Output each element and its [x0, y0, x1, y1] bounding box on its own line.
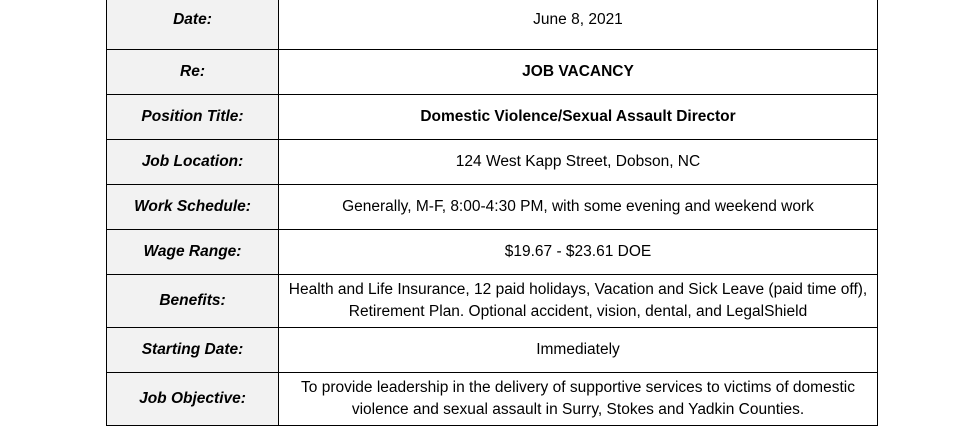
starting-date-label: Starting Date:	[107, 328, 279, 373]
position-title-value: Domestic Violence/Sexual Assault Director	[279, 95, 878, 140]
table-row-wage-range	[107, 230, 878, 275]
table-row-starting-date	[107, 328, 878, 373]
wage-range-label: Wage Range:	[107, 230, 279, 275]
job-objective-value: To provide leadership in the delivery of supportive services to victims of domestic violence and sexual assault in Surry, Stokes and Yadkin Counties.	[279, 373, 878, 426]
re-label: Re:	[107, 50, 279, 95]
work-schedule-value: Generally, M-F, 8:00-4:30 PM, with some evening and weekend work	[279, 185, 878, 230]
table-row-position-title	[107, 95, 878, 140]
date-value: June 8, 2021	[279, 0, 878, 50]
table-row-job-objective	[107, 373, 878, 426]
job-vacancy-table	[106, 0, 878, 426]
wage-range-value: $19.67 - $23.61 DOE	[279, 230, 878, 275]
job-objective-label: Job Objective:	[107, 373, 279, 426]
starting-date-value: Immediately	[279, 328, 878, 373]
position-title-label: Position Title:	[107, 95, 279, 140]
work-schedule-label: Work Schedule:	[107, 185, 279, 230]
job-vacancy-sheet	[106, 0, 878, 426]
benefits-value: Health and Life Insurance, 12 paid holidays, Vacation and Sick Leave (paid time off), Retirement Plan. Optional accident, vision, dental, and LegalShield	[279, 275, 878, 328]
benefits-label: Benefits:	[107, 275, 279, 328]
table-row-work-schedule	[107, 185, 878, 230]
table-row-re	[107, 50, 878, 95]
job-location-label: Job Location:	[107, 140, 279, 185]
table-row-benefits	[107, 275, 878, 328]
table-row-date	[107, 0, 878, 50]
re-value: JOB VACANCY	[279, 50, 878, 95]
table-row-job-location	[107, 140, 878, 185]
date-label: Date:	[107, 0, 279, 50]
job-location-value: 124 West Kapp Street, Dobson, NC	[279, 140, 878, 185]
